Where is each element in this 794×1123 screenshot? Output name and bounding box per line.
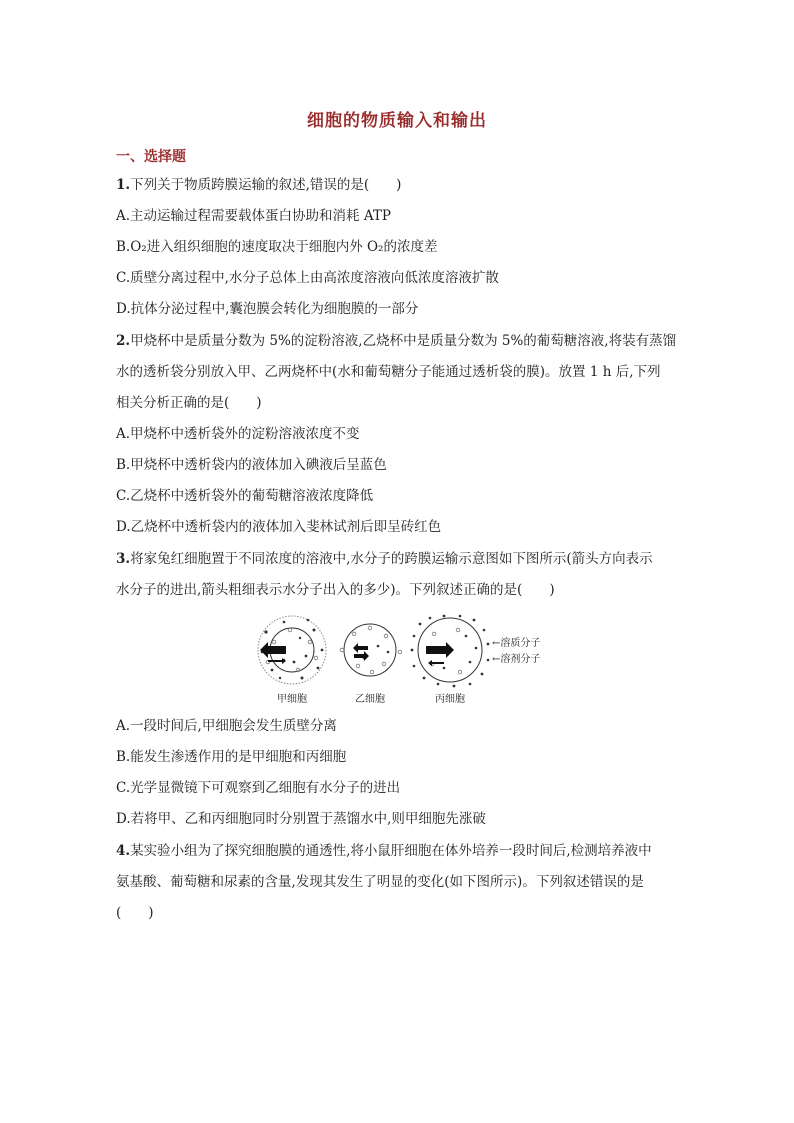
- thick-arrow-out-icon: [260, 642, 286, 658]
- question-1-option-d: D.抗体分泌过程中,囊泡膜会转化为细胞膜的一部分: [116, 301, 419, 317]
- question-4-stem-line-3: ( ): [116, 905, 154, 921]
- legend-solute: ←溶质分子: [492, 638, 541, 649]
- question-3-stem-line-1: 3.将家兔红细胞置于不同浓度的溶液中,水分子的跨膜运输示意图如下图所示(箭头方向表示: [116, 551, 653, 567]
- cell-jia-label: 甲细胞: [277, 694, 307, 705]
- question-2-option-a: A.甲烧杯中透析袋外的淀粉溶液浓度不变: [116, 426, 360, 442]
- arrow-out-icon: [353, 643, 368, 653]
- question-1-option-b: B.O₂进入组织细胞的速度取决于细胞内外 O₂的浓度差: [116, 239, 438, 255]
- question-3-stem-line-2: 水分子的进出,箭头粗细表示水分子出入的多少)。下列叙述正确的是( ): [116, 582, 555, 598]
- question-3-option-c: C.光学显微镜下可观察到乙细胞有水分子的进出: [116, 780, 401, 796]
- thick-arrow-in-icon: [426, 642, 454, 658]
- arrow-in-icon: [354, 651, 369, 661]
- cell-osmosis-figure: [254, 612, 554, 708]
- cell-jia: [258, 616, 326, 705]
- cell-bing: [411, 615, 490, 705]
- question-1-stem: 1.下列关于物质跨膜运输的叙述,错误的是( ): [116, 177, 402, 193]
- question-4-stem-line-1: 4.某实验小组为了探究细胞膜的通透性,将小鼠肝细胞在体外培养一段时间后,检测培养液中: [116, 843, 652, 859]
- question-3-option-a: A.一段时间后,甲细胞会发生质壁分离: [116, 718, 337, 734]
- question-2-option-b: B.甲烧杯中透析袋内的液体加入碘液后呈蓝色: [116, 457, 387, 473]
- question-2-stem-line-1: 2.甲烧杯中是质量分数为 5%的淀粉溶液,乙烧杯中是质量分数为 5%的葡萄糖溶液,将装有蒸馏: [116, 333, 677, 349]
- section-heading: 一、选择题: [116, 149, 186, 165]
- question-2-stem-line-3: 相关分析正确的是( ): [116, 395, 262, 411]
- question-1-option-a: A.主动运输过程需要载体蛋白协助和消耗 ATP: [116, 208, 391, 224]
- cell-yi: [340, 624, 402, 705]
- question-2-option-d: D.乙烧杯中透析袋内的液体加入斐林试剂后即呈砖红色: [116, 519, 442, 535]
- question-4-stem-line-2: 氨基酸、葡萄糖和尿素的含量,发现其发生了明显的变化(如下图所示)。下列叙述错误的是: [116, 874, 644, 890]
- question-2-option-c: C.乙烧杯中透析袋外的葡萄糖溶液浓度降低: [116, 488, 374, 504]
- cell-bing-label: 丙细胞: [435, 694, 465, 705]
- question-1-option-c: C.质壁分离过程中,水分子总体上由高浓度溶液向低浓度溶液扩散: [116, 270, 499, 286]
- question-2-stem-line-2: 水的透析袋分别放入甲、乙两烧杯中(水和葡萄糖分子能通过透析袋的膜)。放置 1 h 后,下列: [116, 364, 661, 380]
- cell-yi-label: 乙细胞: [355, 694, 385, 705]
- thin-arrow-in-icon: [268, 658, 286, 664]
- page-title: 细胞的物质输入和输出: [307, 111, 487, 131]
- question-3-option-b: B.能发生渗透作用的是甲细胞和丙细胞: [116, 749, 347, 765]
- question-3-option-d: D.若将甲、乙和丙细胞同时分别置于蒸馏水中,则甲细胞先涨破: [116, 811, 486, 827]
- legend-solvent: ←溶剂分子: [492, 654, 541, 665]
